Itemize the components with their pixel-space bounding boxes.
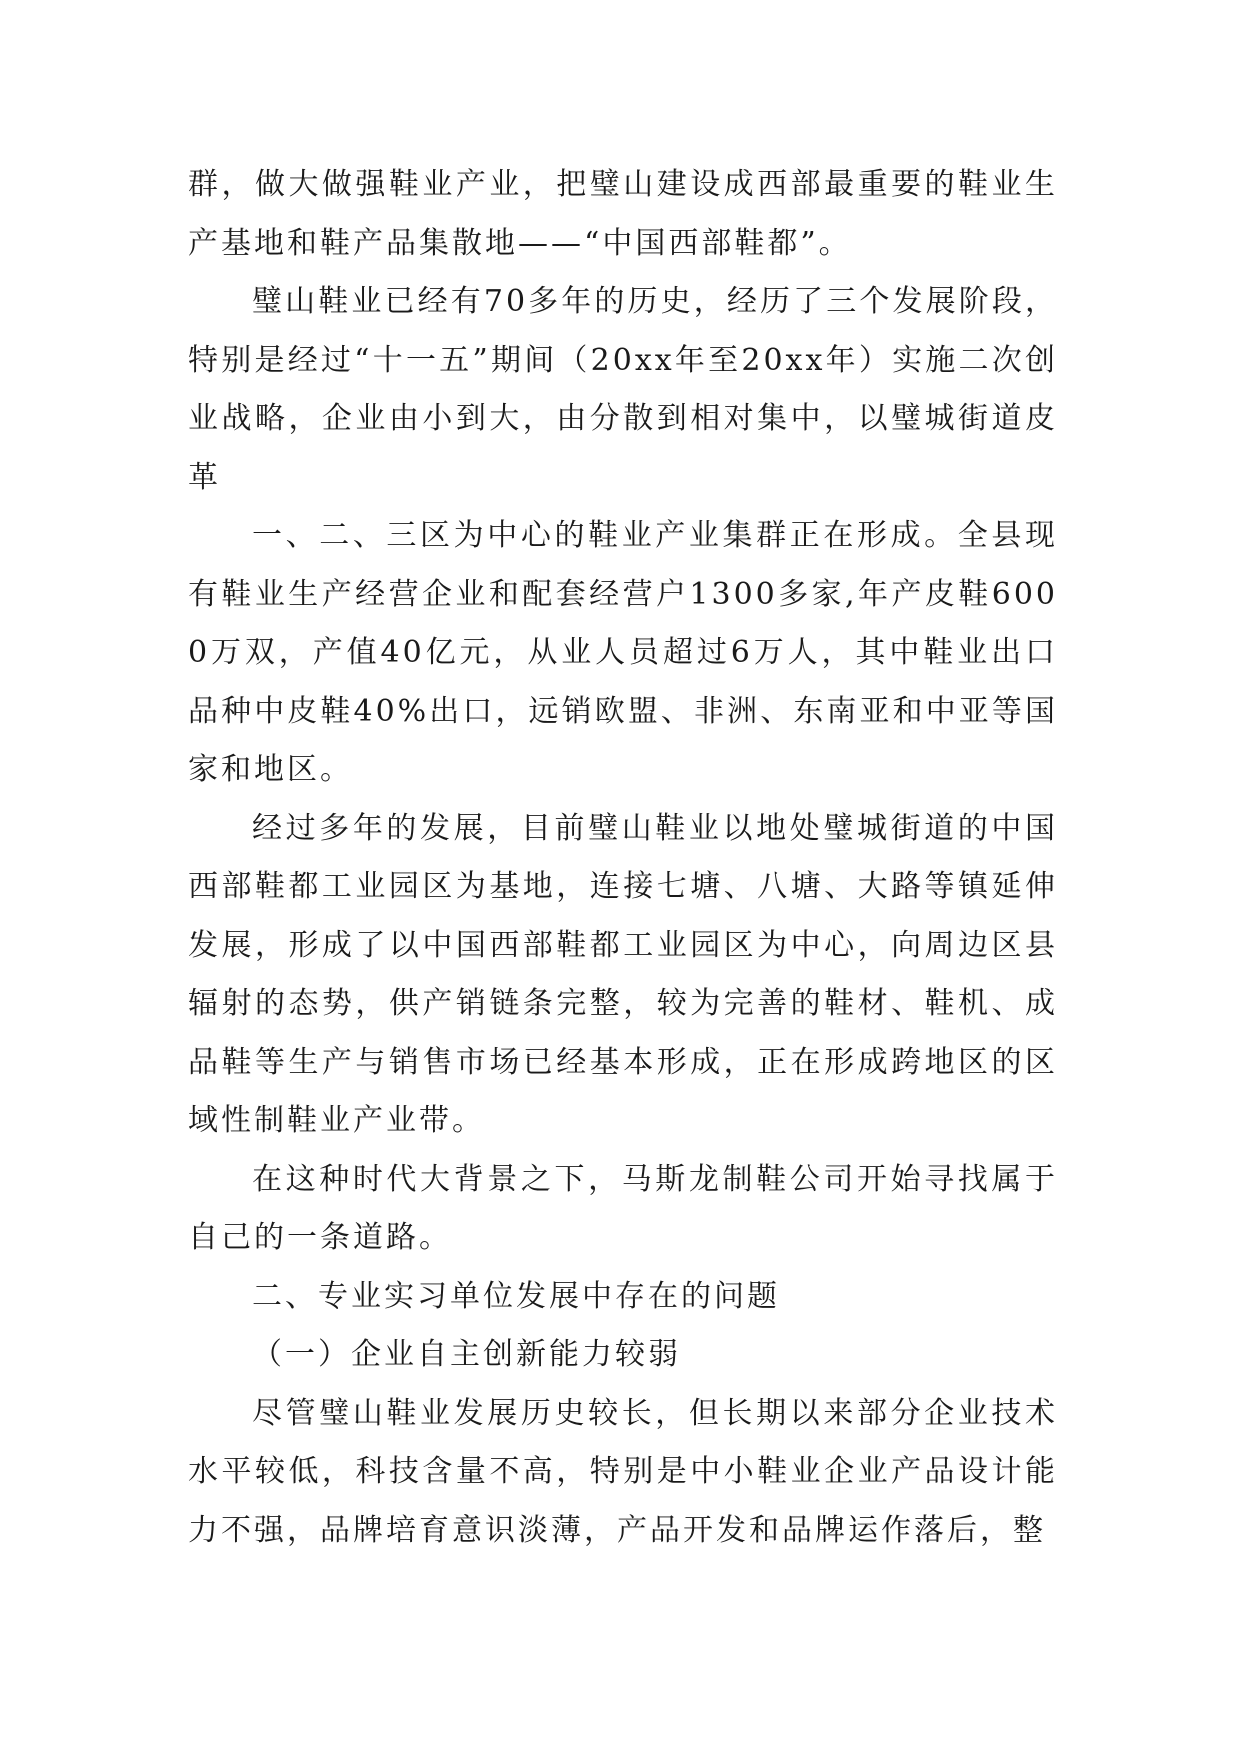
paragraph-innovation-detail: 尽管璧山鞋业发展历史较长，但长期以来部分企业技术水平较低，科技含量不高，特别是中小鞋业企业产品设计能力不强，品牌培育意识淡薄，产品开发和品牌运作落后，整 [188, 1395, 1058, 1548]
document-body [188, 156, 1058, 1560]
paragraph-industry-cluster: 一、二、三区为中心的鞋业产业集群正在形成。全县现有鞋业生产经营企业和配套经营户1300多家,年产皮鞋6000万双，产值40亿元，从业人员超过6万人，其中鞋业出口品种中皮鞋40%出口，远销欧盟、非洲、东南亚和中亚等国家和地区。 [188, 518, 1058, 787]
paragraph-continuation: 群，做大做强鞋业产业，把璧山建设成西部最重要的鞋业生产基地和鞋产品集散地——“中国西部鞋都”。 [188, 167, 1058, 261]
subsection-heading-innovation: （一）企业自主创新能力较弱 [252, 1337, 681, 1372]
paragraph-history: 璧山鞋业已经有70多年的历史，经历了三个发展阶段，特别是经过“十一五”期间（20xx年至20xx年）实施二次创业战略，企业由小到大，由分散到相对集中，以璧城街道皮革 [188, 284, 1058, 495]
section-heading-problems: 二、专业实习单位发展中存在的问题 [252, 1278, 780, 1314]
paragraph-development: 经过多年的发展，目前璧山鞋业以地处璧城街道的中国西部鞋都工业园区为基地，连接七塘、八塘、大路等镇延伸发展，形成了以中国西部鞋都工业园区为中心，向周边区县辐射的态势，供产销链条完整，较为完善的鞋材、鞋机、成品鞋等生产与销售市场已经基本形成，正在形成跨地区的区域性制鞋业产业带。 [188, 810, 1058, 1138]
paragraph-company-path: 在这种时代大背景之下，马斯龙制鞋公司开始寻找属于自己的一条道路。 [188, 1161, 1058, 1255]
